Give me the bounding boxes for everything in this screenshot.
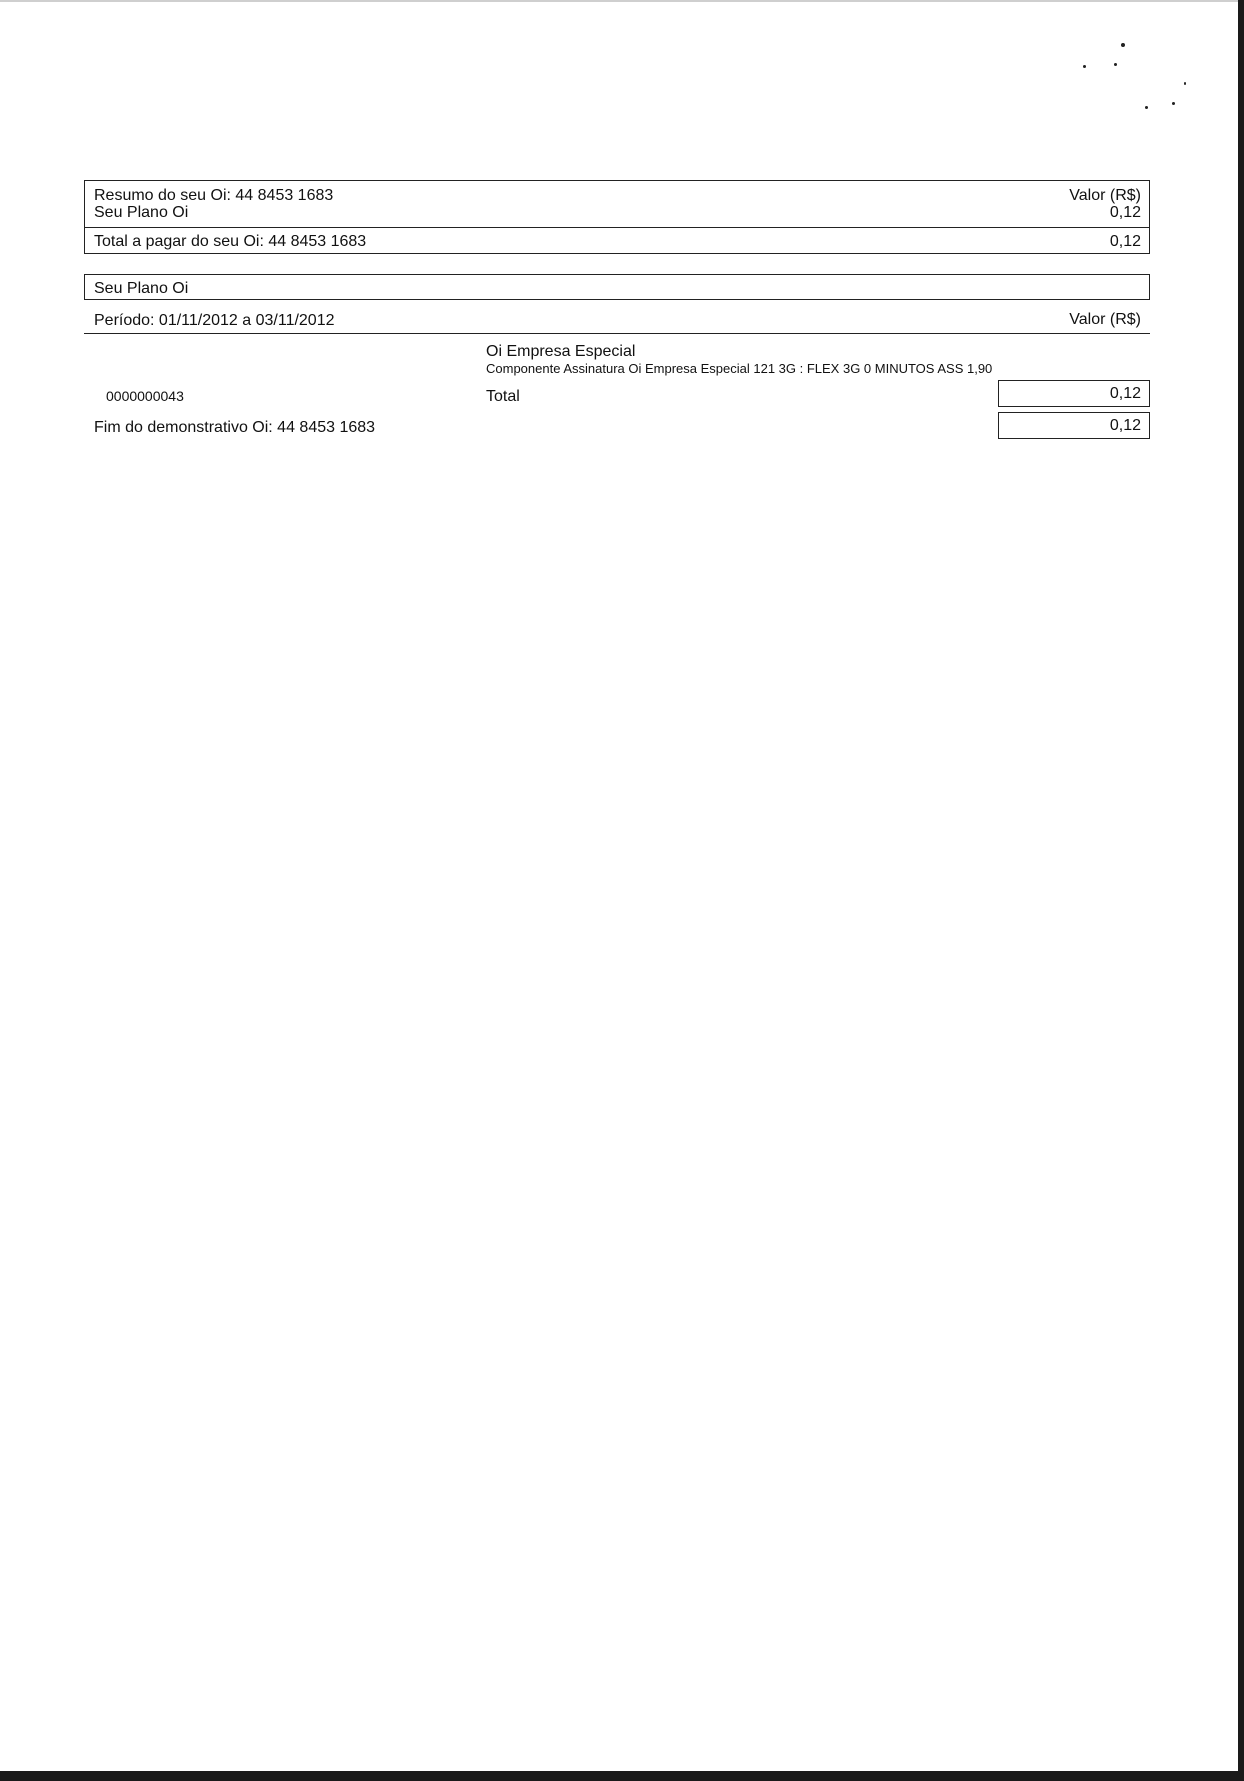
plan-total-label: Total: [486, 388, 520, 405]
scan-speck: [1121, 43, 1125, 47]
period-divider: [84, 333, 1150, 334]
product-name: Oi Empresa Especial: [486, 343, 636, 360]
plan-value-header: Valor (R$): [1069, 311, 1141, 328]
summary-value-header: Valor (R$): [1069, 187, 1141, 204]
item-code: 0000000043: [106, 388, 184, 404]
plan-total-value: 0,12: [1109, 385, 1141, 402]
summary-plan-label: Seu Plano Oi: [94, 204, 189, 221]
plan-title-box: [84, 274, 1150, 300]
page-edge-right: [1238, 0, 1244, 1781]
scan-speck: [1172, 102, 1175, 105]
scan-speck: [1184, 82, 1186, 85]
summary-plan-value: 0,12: [1109, 204, 1141, 221]
end-value: 0,12: [1109, 417, 1141, 434]
page-edge-bottom: [0, 1771, 1244, 1781]
end-label: Fim do demonstrativo Oi: 44 8453 1683: [94, 419, 376, 436]
period-label: Período: 01/11/2012 a 03/11/2012: [94, 312, 335, 329]
scan-speck: [1114, 63, 1117, 66]
summary-divider: [84, 227, 1150, 228]
summary-title: Resumo do seu Oi: 44 8453 1683: [94, 187, 334, 204]
component-description: Componente Assinatura Oi Empresa Especial 121 3G : FLEX 3G 0 MINUTOS ASS 1,90: [486, 361, 993, 376]
summary-total-label: Total a pagar do seu Oi: 44 8453 1683: [94, 233, 367, 250]
summary-total-value: 0,12: [1109, 233, 1141, 250]
scan-speck: [1145, 106, 1148, 109]
plan-section-title: Seu Plano Oi: [94, 280, 189, 297]
scan-speck: [1083, 65, 1086, 68]
page-edge-top: [0, 0, 1244, 2]
